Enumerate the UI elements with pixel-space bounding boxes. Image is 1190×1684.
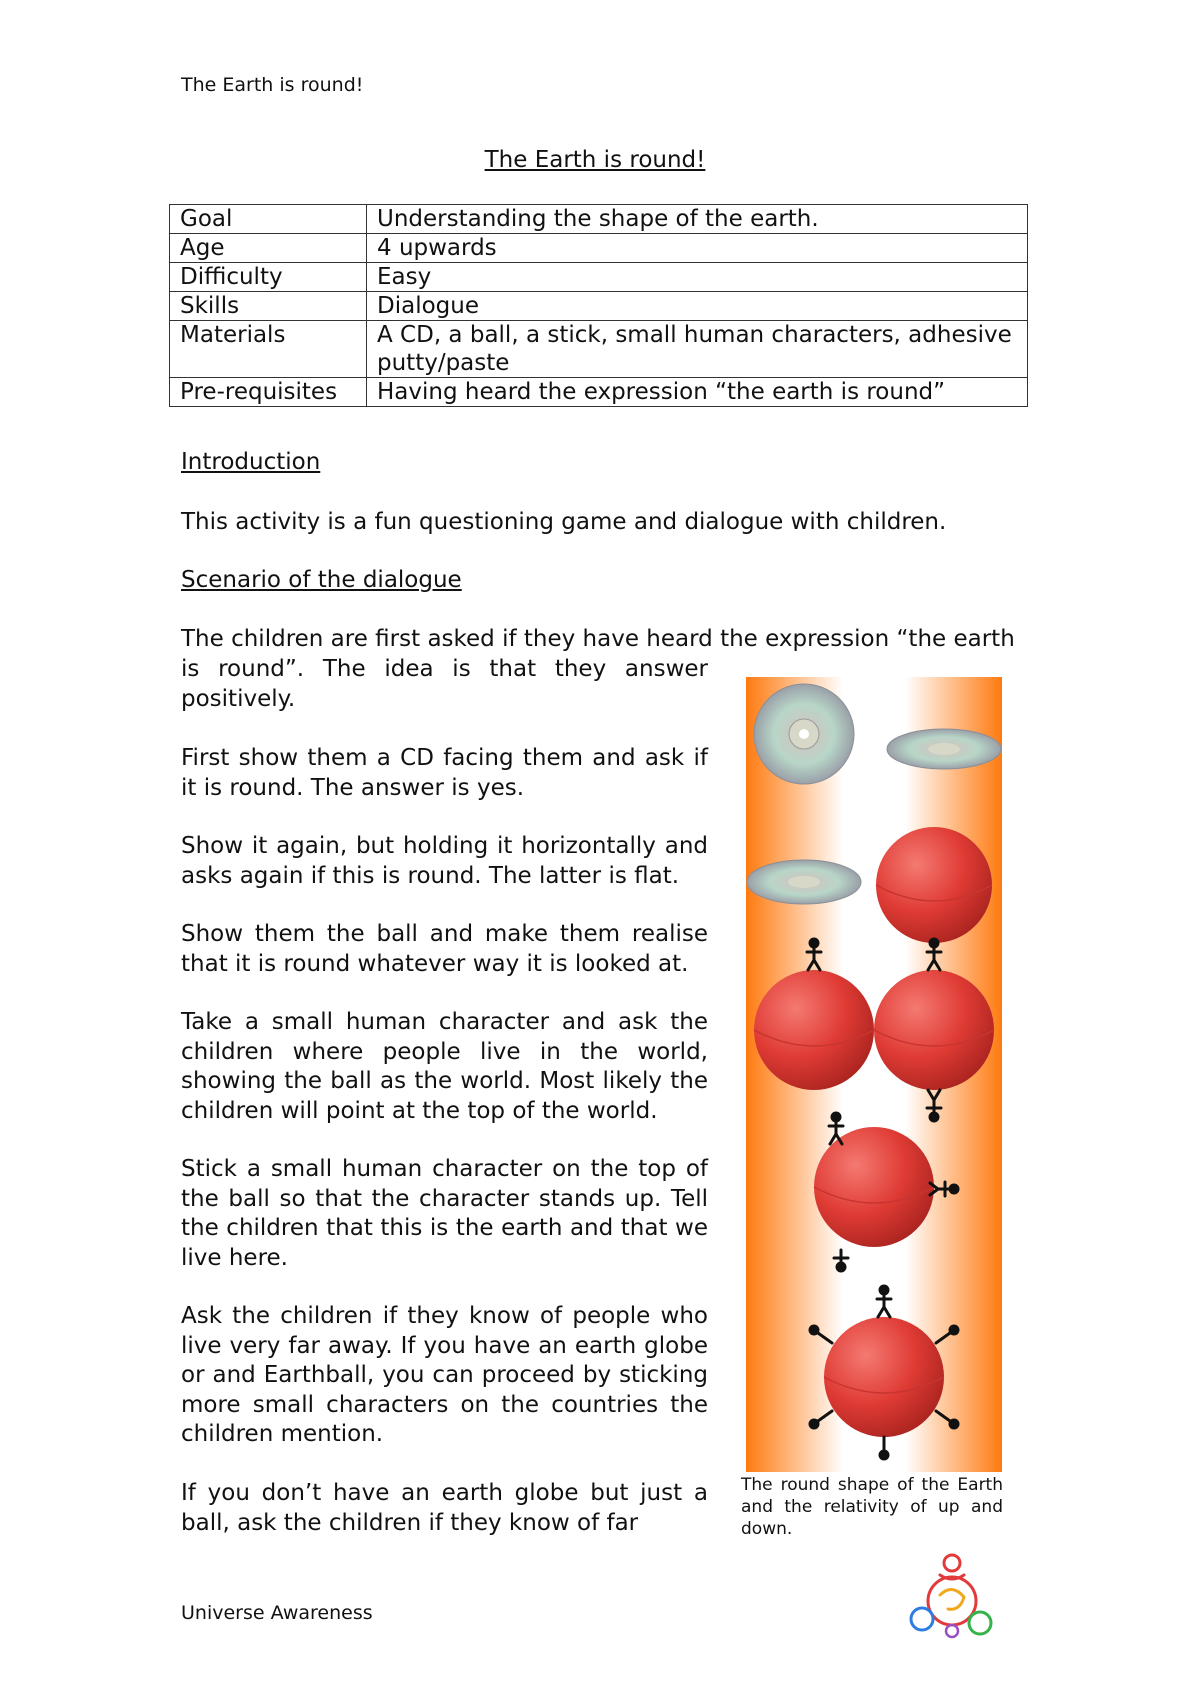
table-label: Difficulty (170, 263, 367, 292)
page-title: The Earth is round! (484, 147, 706, 173)
table-label: Pre-requisites (170, 378, 367, 407)
table-label: Materials (170, 321, 367, 378)
scenario-paragraph-8: If you don’t have an earth globe but just a ball, ask the children if they know of far (181, 1480, 708, 1536)
table-row (170, 205, 1028, 234)
table-row (170, 321, 1028, 378)
table-row (170, 378, 1028, 407)
table-label: Skills (170, 292, 367, 321)
introduction-paragraph: This activity is a fun questioning game and dialogue with children. (181, 509, 947, 535)
scenario-paragraph-2: First show them a CD facing them and ask if it is round. The answer is yes. (181, 745, 708, 801)
running-header: The Earth is round! (181, 74, 364, 96)
table-value: Understanding the shape of the earth. (367, 205, 1028, 234)
table-row (170, 292, 1028, 321)
scenario-paragraph-5: Take a small human character and ask the children where people live in the world, showing the ball as the world. Most likely the children will point at the top of the world. (181, 1009, 708, 1124)
footer-organization: Universe Awareness (181, 1602, 373, 1624)
activity-info-table (169, 204, 1028, 407)
figure-caption: The round shape of the Earth and the relativity of up and down. (741, 1475, 1003, 1539)
table-row (170, 234, 1028, 263)
earth-shape-figure (746, 677, 1002, 1472)
table-value: Easy (367, 263, 1028, 292)
cd-horizontal-image (747, 860, 861, 904)
scenario-paragraph-3: Show it again, but holding it horizontally and asks again if this is round. The latter is flat. (181, 833, 708, 889)
scenario-paragraph-7: Ask the children if they know of people who live very far away. If you have an earth globe or and Earthball, you can proceed by sticking more small characters on the countries the children mention. (181, 1303, 708, 1447)
scenario-paragraph-6: Stick a small human character on the top of the ball so that the character stands up. Tell the children that this is the earth and that we live here. (181, 1156, 708, 1271)
cd-facing-image (754, 684, 854, 784)
scenario-paragraph-1-line: The children are first asked if they have heard the expression “the earth (181, 626, 1015, 652)
introduction-heading: Introduction (181, 449, 321, 475)
table-value: Having heard the expression “the earth is round” (367, 378, 1028, 407)
table-value: 4 upwards (367, 234, 1028, 263)
table-row (170, 263, 1028, 292)
ball-image (876, 827, 992, 943)
table-label: Age (170, 234, 367, 263)
scenario-paragraph-1: is round”. The idea is that they answer positively. (181, 656, 708, 712)
table-value: A CD, a ball, a stick, small human characters, adhesive putty/paste (367, 321, 1028, 378)
scenario-heading: Scenario of the dialogue (181, 567, 462, 593)
scenario-paragraph-4: Show them the ball and make them realise that it is round whatever way it is looked at. (181, 921, 708, 977)
table-label: Goal (170, 205, 367, 234)
table-value: Dialogue (367, 292, 1028, 321)
cd-tilted-image (887, 729, 1001, 769)
universe-awareness-logo (900, 1553, 1000, 1639)
